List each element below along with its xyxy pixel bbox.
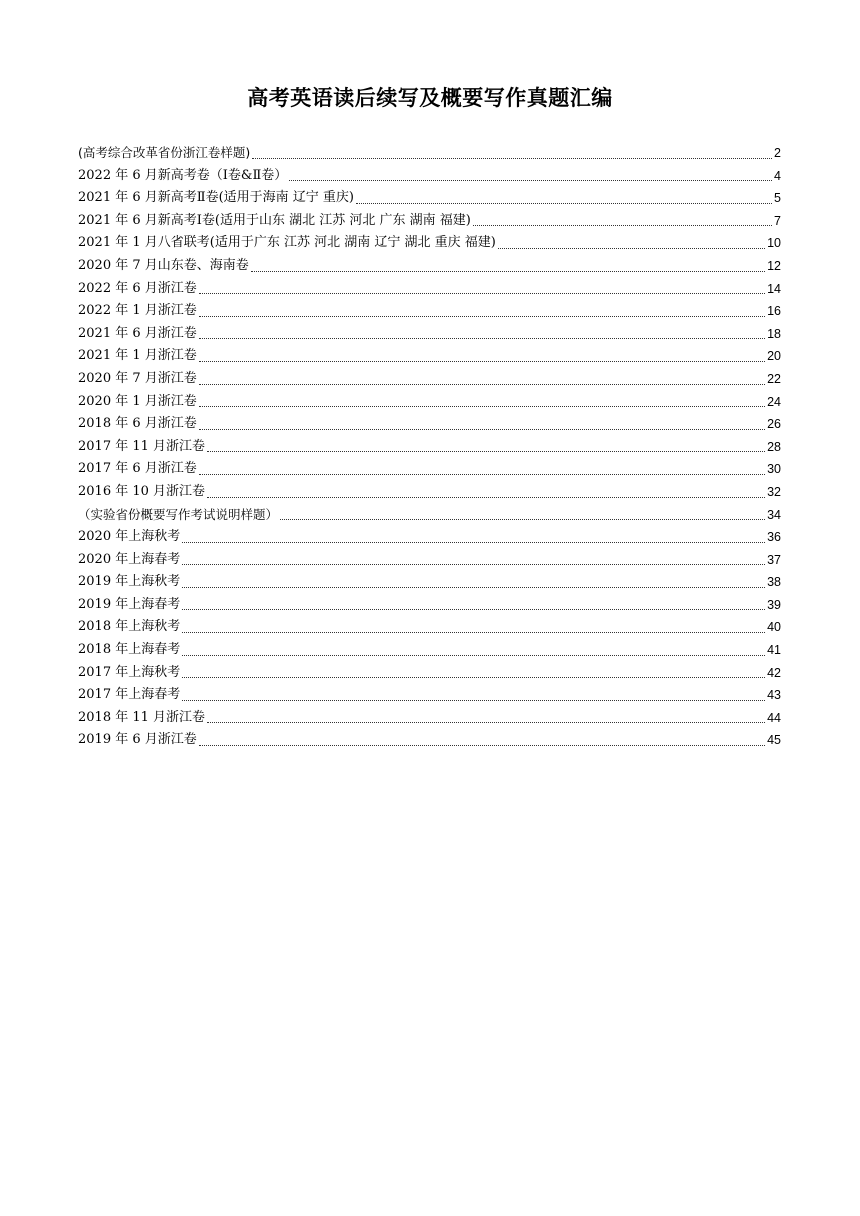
toc-entry-title: 2022 年 6 月浙江卷 [78, 280, 197, 296]
toc-entry-page: 30 [767, 462, 781, 477]
toc-entry-title: 2021 年 6 月浙江卷 [78, 325, 197, 341]
toc-dot-leader [252, 158, 772, 159]
toc-entry-page: 20 [767, 349, 781, 364]
toc-entry-page: 22 [767, 371, 781, 386]
toc-entry[interactable] [78, 391, 781, 414]
toc-entry[interactable] [78, 278, 781, 301]
toc-dot-leader [199, 316, 765, 317]
toc-entry-title: 2019 年上海秋考 [78, 574, 181, 590]
toc-dot-leader [207, 451, 765, 452]
toc-entry[interactable] [78, 255, 781, 278]
toc-entry[interactable] [78, 526, 781, 549]
toc-entry[interactable] [78, 594, 781, 617]
toc-entry[interactable] [78, 300, 781, 323]
toc-entry-page: 2 [774, 146, 781, 160]
toc-entry-page: 36 [767, 530, 781, 545]
toc-entry[interactable] [78, 481, 781, 504]
toc-entry-title: 2021 年 1 月八省联考(适用于广东 江苏 河北 湖南 辽宁 湖北 重庆 福建) [78, 235, 496, 251]
toc-entry-page: 14 [767, 281, 781, 296]
toc-entry-title: 2020 年 1 月浙江卷 [78, 393, 197, 409]
toc-dot-leader [199, 429, 765, 430]
toc-entry-title: 2021 年 6 月新高考Ⅰ卷(适用于山东 湖北 江苏 河北 广东 湖南 福建) [78, 212, 471, 228]
toc-entry-title: 2018 年上海秋考 [78, 619, 181, 635]
toc-dot-leader [199, 474, 765, 475]
toc-entry[interactable] [78, 232, 781, 255]
toc-entry-page: 12 [767, 258, 781, 273]
toc-entry-page: 38 [767, 575, 781, 590]
toc-entry-title: (高考综合改革省份浙江卷样题) [78, 145, 251, 160]
toc-entry-page: 7 [774, 213, 781, 228]
toc-entry-page: 41 [767, 643, 781, 658]
toc-entry-page: 32 [767, 484, 781, 499]
toc-entry-page: 44 [767, 710, 781, 725]
toc-entry[interactable] [78, 639, 781, 662]
toc-dot-leader [199, 293, 765, 294]
toc-entry-page: 4 [774, 168, 781, 183]
toc-dot-leader [182, 609, 765, 610]
toc-dot-leader [199, 384, 765, 385]
toc-dot-leader [473, 225, 772, 226]
toc-dot-leader [199, 406, 765, 407]
toc-dot-leader [182, 564, 765, 565]
table-of-contents [78, 142, 781, 752]
toc-entry-title: 2020 年 7 月山东卷、海南卷 [78, 257, 249, 273]
toc-entry[interactable] [78, 165, 781, 188]
toc-entry-title: 2018 年 11 月浙江卷 [78, 709, 206, 725]
toc-entry-title: （实验省份概要写作考试说明样题） [78, 506, 279, 522]
toc-entry-page: 16 [767, 304, 781, 319]
toc-entry-title: 2020 年上海秋考 [78, 529, 181, 545]
toc-dot-leader [182, 542, 765, 543]
toc-entry[interactable] [78, 368, 781, 391]
toc-entry-title: 2017 年 11 月浙江卷 [78, 438, 206, 454]
toc-entry-page: 42 [767, 665, 781, 680]
toc-dot-leader [356, 203, 772, 204]
toc-dot-leader [251, 271, 765, 272]
toc-dot-leader [199, 338, 765, 339]
toc-entry[interactable] [78, 413, 781, 436]
toc-entry[interactable] [78, 729, 781, 752]
toc-entry[interactable] [78, 662, 781, 685]
toc-entry-page: 26 [767, 417, 781, 432]
toc-entry-title: 2020 年 7 月浙江卷 [78, 370, 197, 386]
toc-entry-title: 2019 年 6 月浙江卷 [78, 732, 197, 748]
toc-dot-leader [289, 180, 772, 181]
toc-entry[interactable] [78, 707, 781, 730]
toc-entry[interactable] [78, 504, 781, 527]
page-title: 高考英语读后续写及概要写作真题汇编 [247, 86, 613, 110]
toc-entry-page: 18 [767, 326, 781, 341]
toc-entry-title: 2017 年 6 月浙江卷 [78, 461, 197, 477]
toc-entry-title: 2018 年上海春考 [78, 642, 181, 658]
toc-dot-leader [498, 248, 765, 249]
toc-entry-page: 43 [767, 688, 781, 703]
toc-entry-title: 2020 年上海春考 [78, 551, 181, 567]
toc-entry-page: 5 [774, 191, 781, 206]
toc-dot-leader [199, 745, 765, 746]
toc-entry-page: 40 [767, 620, 781, 635]
toc-dot-leader [182, 655, 765, 656]
toc-entry-title: 2022 年 6 月新高考卷（Ⅰ卷&Ⅱ卷） [78, 167, 288, 183]
toc-entry[interactable] [78, 684, 781, 707]
toc-entry[interactable] [78, 616, 781, 639]
toc-entry[interactable] [78, 345, 781, 368]
toc-entry[interactable] [78, 458, 781, 481]
toc-dot-leader [207, 722, 765, 723]
toc-entry-title: 2021 年 6 月新高考Ⅱ卷(适用于海南 辽宁 重庆) [78, 190, 354, 206]
toc-entry-page: 24 [767, 394, 781, 409]
toc-entry[interactable] [78, 436, 781, 459]
toc-dot-leader [182, 587, 765, 588]
toc-entry[interactable] [78, 549, 781, 572]
toc-entry-page: 34 [767, 507, 781, 522]
toc-dot-leader [182, 700, 765, 701]
toc-entry-page: 28 [767, 439, 781, 454]
toc-entry-page: 39 [767, 597, 781, 612]
toc-dot-leader [207, 497, 765, 498]
toc-dot-leader [280, 519, 765, 520]
toc-entry-title: 2018 年 6 月浙江卷 [78, 416, 197, 432]
toc-entry[interactable] [78, 142, 781, 165]
toc-entry-title: 2021 年 1 月浙江卷 [78, 348, 197, 364]
toc-entry[interactable] [78, 187, 781, 210]
toc-entry[interactable] [78, 323, 781, 346]
toc-dot-leader [199, 361, 765, 362]
toc-entry-title: 2022 年 1 月浙江卷 [78, 303, 197, 319]
toc-entry[interactable] [78, 571, 781, 594]
toc-dot-leader [182, 677, 765, 678]
toc-entry-title: 2017 年上海秋考 [78, 664, 181, 680]
toc-entry-title: 2016 年 10 月浙江卷 [78, 483, 206, 499]
toc-entry-page: 37 [767, 552, 781, 567]
toc-entry[interactable] [78, 210, 781, 233]
toc-entry-page: 45 [767, 733, 781, 748]
toc-entry-title: 2019 年上海春考 [78, 596, 181, 612]
toc-dot-leader [182, 632, 765, 633]
toc-entry-page: 10 [767, 236, 781, 251]
toc-entry-title: 2017 年上海春考 [78, 687, 181, 703]
